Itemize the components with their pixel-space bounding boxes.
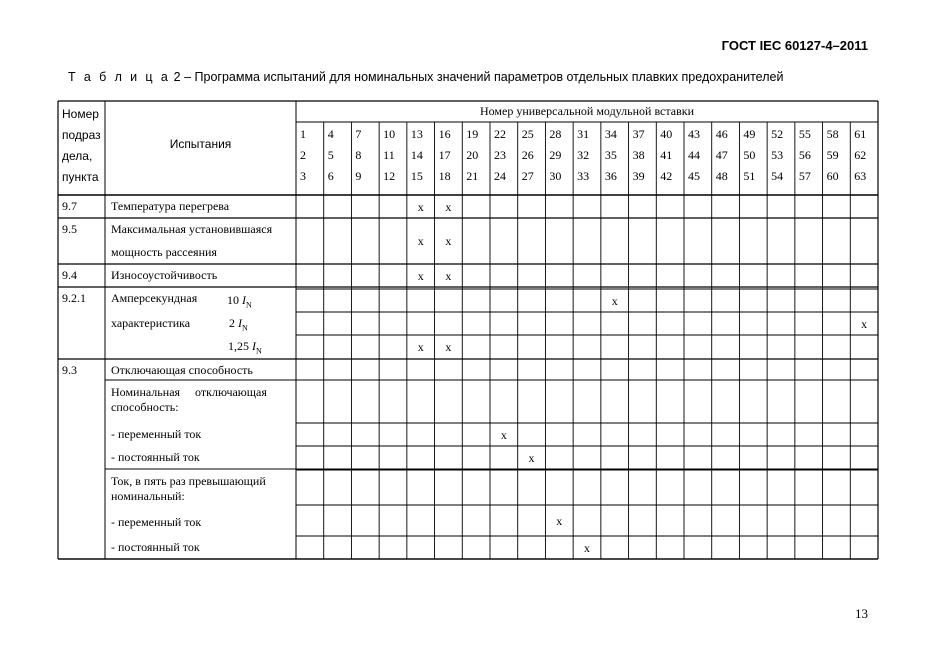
test-subitem: - постоянный ток <box>111 540 200 554</box>
test-subitem: Ток, в пять раз превышающий <box>111 474 266 488</box>
test-name: Амперсекундная <box>111 291 198 305</box>
caption-number: 2 <box>170 70 181 84</box>
test-mark: x <box>583 540 590 555</box>
test-subitem: - переменный ток <box>111 427 202 441</box>
insert-number: 35 <box>604 148 617 162</box>
insert-number: 58 <box>826 127 839 141</box>
insert-number: 39 <box>632 169 645 183</box>
insert-number: 3 <box>300 169 306 183</box>
test-name: Максимальная установившаяся <box>111 222 273 236</box>
insert-number: 11 <box>383 148 395 162</box>
insert-number: 60 <box>826 169 839 183</box>
test-mark: x <box>417 339 424 354</box>
insert-number: 42 <box>660 169 673 183</box>
insert-number: 19 <box>466 127 479 141</box>
insert-number: 49 <box>743 127 756 141</box>
head-inserts: Номер универсальной модульной вставки <box>479 104 695 118</box>
test-subitem: - переменный ток <box>111 515 202 529</box>
test-name: Температура перегрева <box>111 199 230 213</box>
insert-number: 25 <box>521 127 534 141</box>
test-subitem: номинальный: <box>111 489 185 503</box>
insert-number: 61 <box>854 127 867 141</box>
insert-number: 38 <box>632 148 645 162</box>
insert-number: 29 <box>549 148 562 162</box>
test-subitem: Номинальная отключающая <box>111 385 267 399</box>
insert-number: 28 <box>549 127 562 141</box>
insert-number: 54 <box>771 169 784 183</box>
test-name: Отключающая способность <box>111 363 253 377</box>
insert-number: 7 <box>355 127 362 141</box>
insert-number: 31 <box>577 127 590 141</box>
insert-number: 26 <box>521 148 534 162</box>
insert-number: 41 <box>660 148 673 162</box>
insert-number: 59 <box>826 148 839 162</box>
insert-number: 55 <box>798 127 811 141</box>
insert-number: 63 <box>854 169 867 183</box>
test-mark: x <box>417 234 424 248</box>
insert-number: 14 <box>410 148 423 162</box>
insert-number: 43 <box>688 127 700 141</box>
insert-number: 5 <box>327 148 334 162</box>
test-mark: x <box>611 293 618 308</box>
rated-current: 10 $I_N$ <box>227 293 252 310</box>
insert-number: 17 <box>438 148 451 162</box>
rated-current: 2 $I_N$ <box>229 316 248 333</box>
head-tests: Испытания <box>169 137 232 151</box>
insert-number: 44 <box>688 148 700 162</box>
test-mark: x <box>445 234 452 248</box>
insert-number: 4 <box>327 127 334 141</box>
insert-number: 36 <box>604 169 617 183</box>
insert-number: 56 <box>798 148 811 162</box>
test-subitem: - постоянный ток <box>111 450 200 464</box>
section-number: 9.7 <box>62 199 77 213</box>
test-mark: x <box>861 316 868 331</box>
test-mark: x <box>528 450 535 465</box>
insert-number: 8 <box>355 148 362 162</box>
insert-number: 10 <box>383 127 396 141</box>
insert-number: 62 <box>854 148 867 162</box>
insert-number: 53 <box>771 148 784 162</box>
insert-number: 57 <box>798 169 811 183</box>
test-subitem: способность: <box>111 400 179 414</box>
insert-number: 13 <box>410 127 423 141</box>
caption-label: Т а б л и ц а <box>68 70 171 84</box>
insert-number: 2 <box>300 148 306 162</box>
insert-number: 16 <box>438 127 451 141</box>
standard-number: ГОСТ IEC 60127-4–2011 <box>721 38 868 53</box>
section-number: 9.3 <box>62 363 77 377</box>
insert-number: 24 <box>494 169 506 183</box>
insert-number: 22 <box>494 127 506 141</box>
insert-number: 1 <box>300 127 306 141</box>
insert-number: 23 <box>494 148 506 162</box>
insert-number: 30 <box>549 169 562 183</box>
insert-number: 6 <box>327 169 334 183</box>
insert-number: 20 <box>466 148 479 162</box>
insert-number: 12 <box>383 169 396 183</box>
insert-number: 46 <box>715 127 728 141</box>
insert-number: 37 <box>632 127 645 141</box>
insert-number: 15 <box>410 169 423 183</box>
insert-number: 21 <box>466 169 479 183</box>
head-section-line: Номер <box>62 107 99 121</box>
head-section-line: дела, <box>62 149 93 163</box>
insert-number: 34 <box>604 127 617 141</box>
test-mark: x <box>500 427 507 442</box>
test-name: мощность рассеяния <box>111 245 217 259</box>
test-mark: x <box>445 339 452 354</box>
insert-number: 47 <box>715 148 728 162</box>
insert-number: 18 <box>438 169 451 183</box>
section-number: 9.5 <box>62 222 77 236</box>
head-section-line: пункта <box>62 170 99 184</box>
section-number: 9.4 <box>62 268 77 282</box>
test-mark: x <box>417 199 424 214</box>
insert-number: 33 <box>577 169 590 183</box>
head-section-line: подраз <box>62 128 101 142</box>
insert-number: 51 <box>743 169 756 183</box>
insert-number: 52 <box>771 127 784 141</box>
section-number: 9.2.1 <box>62 291 86 305</box>
rated-current: 1,25 $I_N$ <box>228 339 262 356</box>
insert-number: 9 <box>355 169 362 183</box>
insert-number: 45 <box>688 169 700 183</box>
insert-number: 50 <box>743 148 756 162</box>
test-mark: x <box>445 199 452 214</box>
test-name: Износоустойчивость <box>111 268 218 282</box>
test-mark: x <box>445 268 452 283</box>
test-mark: x <box>417 268 424 283</box>
insert-number: 48 <box>715 169 728 183</box>
caption-text: – Программа испытаний для номинальных значений параметров отдельных плавких предохранителей <box>180 70 784 84</box>
insert-number: 27 <box>521 169 534 183</box>
insert-number: 32 <box>577 148 590 162</box>
page-number: 13 <box>855 606 868 621</box>
test-name: характеристика <box>111 316 191 330</box>
insert-number: 40 <box>660 127 673 141</box>
test-mark: x <box>556 513 563 528</box>
